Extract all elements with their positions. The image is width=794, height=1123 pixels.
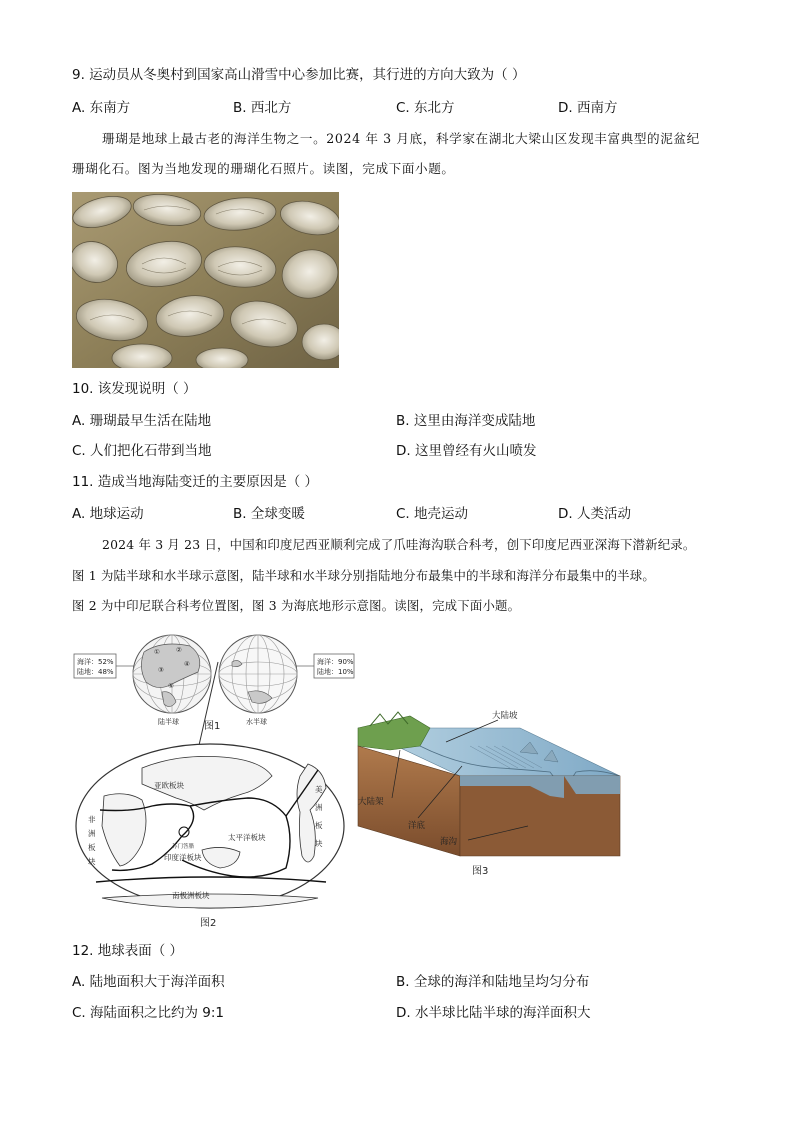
figure-2-plates-map [72, 740, 350, 930]
plate-label-pacific: 太平洋板块 [228, 833, 266, 842]
q9-option-a[interactable]: A. 东南方 [72, 100, 131, 116]
water-hemisphere-globe [219, 635, 297, 713]
plate-label-american-4: 块 [315, 839, 323, 848]
label-continental-slope: 大陆坡 [492, 711, 518, 721]
plate-label-american-1: 美 [315, 785, 323, 794]
plate-label-african-1: 非 [88, 815, 96, 824]
q10-option-b[interactable]: B. 这里由海洋变成陆地 [396, 413, 536, 429]
q11-option-a[interactable]: A. 地球运动 [72, 506, 144, 522]
coral-fossil-photo [72, 192, 339, 368]
plate-label-african-4: 块 [88, 857, 96, 866]
sumatra-label: 苏门答腊 [172, 844, 195, 850]
plate-label-antarctic: 南极洲板块 [172, 891, 210, 900]
water-hemisphere-label: 水半球 [246, 718, 267, 726]
plate-label-eurasian: 亚欧板块 [154, 781, 184, 790]
svg-text:⑤: ⑤ [168, 682, 174, 690]
q9-option-c[interactable]: C. 东北方 [396, 100, 455, 116]
passage2-line2: 图 1 为陆半球和水半球示意图，陆半球和水半球分别指陆地分布最集中的半球和海洋分布最集中的半球。 [72, 568, 655, 583]
plate-label-indian: 印度洋板块 [164, 853, 202, 862]
figure-1-caption: 图1 [204, 721, 221, 732]
figure-3-caption: 图3 [472, 866, 489, 877]
q11-option-c[interactable]: C. 地壳运动 [396, 506, 469, 522]
passage1-line2: 珊瑚化石。图为当地发现的珊瑚化石照片。读图，完成下面小题。 [72, 161, 455, 176]
q9-stem: 9. 运动员从冬奥村到国家高山滑雪中心参加比赛，其行进的方向大致为（ ） [72, 67, 526, 83]
label-continental-shelf: 大陆架 [358, 797, 384, 807]
q12-option-a[interactable]: A. 陆地面积大于海洋面积 [72, 974, 225, 990]
label-ocean-trench: 海沟 [440, 837, 458, 847]
svg-text:①: ① [154, 648, 160, 656]
plate-label-african-2: 洲 [88, 829, 96, 838]
q10-option-c[interactable]: C. 人们把化石带到当地 [72, 443, 212, 459]
land-hemisphere-label: 陆半球 [158, 718, 179, 726]
q12-option-c[interactable]: C. 海陆面积之比约为 9:1 [72, 1005, 225, 1021]
plate-label-african-3: 板 [88, 843, 96, 852]
q9-option-b[interactable]: B. 西北方 [233, 100, 292, 116]
land-ocean-percent: 海洋：52% [77, 658, 114, 666]
plate-label-american-2: 洲 [315, 803, 323, 812]
figure-2-caption: 图2 [200, 918, 217, 929]
q11-option-b[interactable]: B. 全球变暖 [233, 506, 305, 522]
q11-stem: 11. 造成当地海陆变迁的主要原因是（ ） [72, 474, 319, 490]
q12-option-b[interactable]: B. 全球的海洋和陆地呈均匀分布 [396, 974, 590, 990]
passage1-line1: 珊瑚是地球上最古老的海洋生物之一。2024 年 3 月底，科学家在湖北大梁山区发现丰富典型的泥盆纪 [102, 131, 700, 146]
q12-stem: 12. 地球表面（ ） [72, 943, 184, 959]
q12-option-d[interactable]: D. 水半球比陆半球的海洋面积大 [396, 1005, 591, 1021]
plate-label-american-3: 板 [315, 821, 323, 830]
svg-text:③: ③ [158, 666, 164, 674]
passage2-line1: 2024 年 3 月 23 日，中国和印度尼西亚顺利完成了爪哇海沟联合科考，创下印度尼西亚深海下潜新纪录。 [102, 537, 696, 552]
q10-option-d[interactable]: D. 这里曾经有火山喷发 [396, 443, 537, 459]
q10-stem: 10. 该发现说明（ ） [72, 381, 197, 397]
q10-option-a[interactable]: A. 珊瑚最早生活在陆地 [72, 413, 212, 429]
svg-text:②: ② [176, 646, 182, 654]
q9-option-d[interactable]: D. 西南方 [558, 100, 618, 116]
figure-3-seafloor-terrain [350, 706, 630, 878]
water-land-percent: 陆地：10% [317, 668, 354, 676]
land-land-percent: 陆地：48% [77, 668, 114, 676]
water-ocean-percent: 海洋：90% [317, 658, 354, 666]
passage2-line3: 图 2 为中印尼联合科考位置图，图 3 为海底地形示意图。读图，完成下面小题。 [72, 598, 521, 613]
q11-option-d[interactable]: D. 人类活动 [558, 506, 631, 522]
label-ocean-floor: 洋底 [408, 821, 426, 831]
svg-text:④: ④ [184, 660, 190, 668]
